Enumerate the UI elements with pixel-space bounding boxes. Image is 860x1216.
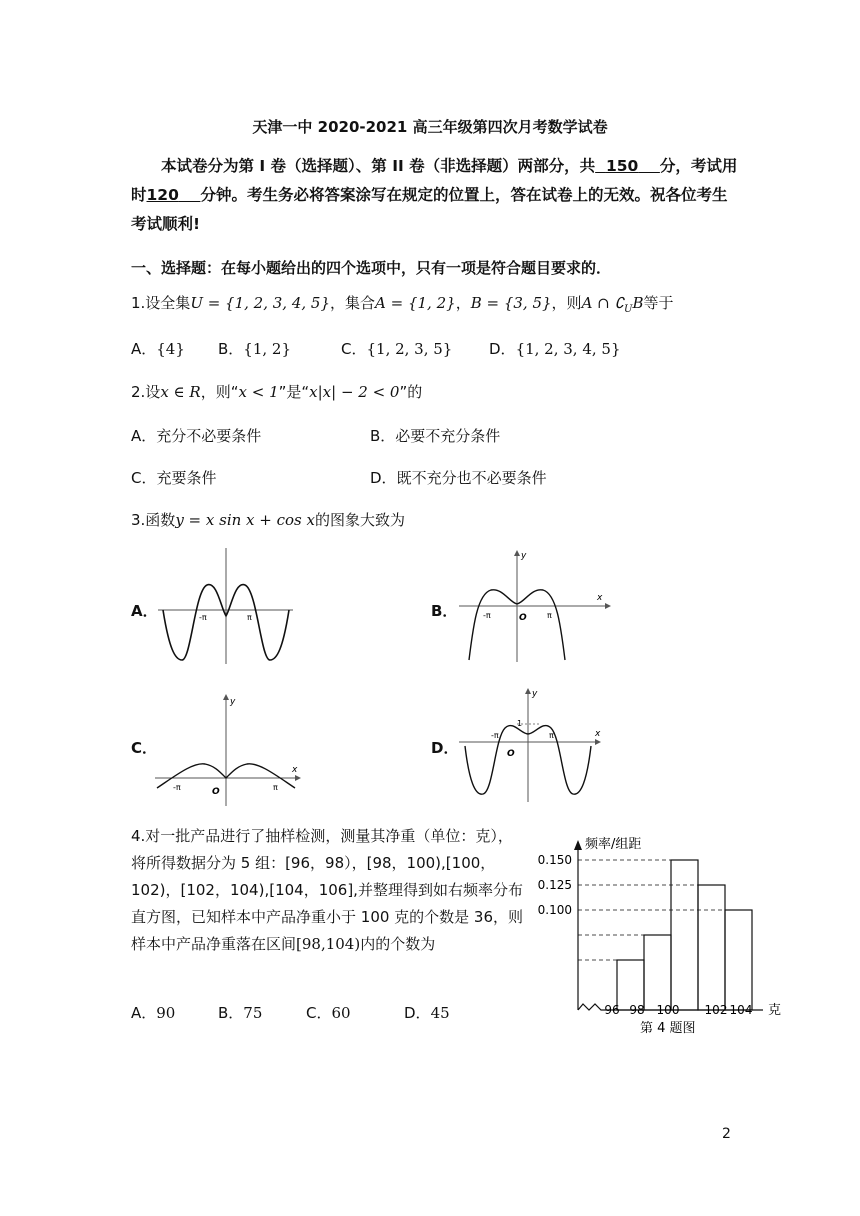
intro-part-3: 分钟。考生务必将答案涂写在规定的位置上，答在试卷上的无效。祝各位考生考试顺利! [131,186,728,233]
y-label: y [230,697,236,707]
q2-option-a[interactable] [131,425,261,446]
x-tick-label: 98 [629,1003,645,1017]
one-label: 1 [517,719,523,728]
option-value: 既不充分也不必要条件 [396,469,547,487]
intro-part-2: 分，考试用时 [131,157,738,204]
total-score: 150 [605,157,639,175]
option-label: D． [370,469,397,487]
option-value: {1, 2} [243,340,292,358]
histogram-bar [671,860,698,1010]
q1-option-c[interactable] [341,338,452,359]
intro-part-1: 本试卷分为第 I 卷（选择题）、第 II 卷（非选择题）两部分，共 [161,157,596,175]
option-label: C． [131,469,157,487]
option-value: 45 [430,1004,450,1022]
option-label: D． [404,1004,431,1022]
option-value: 75 [243,1004,263,1022]
q2-condition-2: x|x| − 2 < 0 [309,383,400,401]
option-label: A． [131,1004,157,1022]
x-tick-label: 104 [729,1003,753,1017]
graph-a [155,548,300,666]
q2-text-2: ”是“ [278,383,310,401]
x-label: x [292,765,298,775]
x-arrow-icon [595,739,601,745]
q1-prefix: 1.设全集 [131,294,191,312]
q4-option-a[interactable] [131,1002,175,1023]
question-3 [131,509,405,530]
x-label: x [595,729,601,739]
q3-prefix: 3.函数 [131,511,176,529]
y-arrow-icon [525,688,531,694]
x-arrow-icon [295,775,301,781]
q3-function: y = x sin x + cos x [175,511,315,529]
option-value: 充要条件 [156,469,217,487]
y-label: y [521,551,527,561]
option-label: B． [218,1004,244,1022]
q2-condition-1: x < 1 [238,383,279,401]
origin-label: O [519,613,527,623]
option-value: 充分不必要条件 [156,427,262,445]
chart-caption: 第 4 题图 [640,1021,696,1036]
q4-option-c[interactable] [306,1002,351,1023]
option-value: 60 [331,1004,351,1022]
page-title: 天津一中 2020-2021 高三年级第四次月考数学试卷 [252,118,608,136]
y-arrow-icon [574,840,582,850]
q1-expression-b: B [632,294,644,312]
q2-suffix: ”的 [399,383,423,401]
q3-suffix: 的图象大致为 [314,511,405,529]
x-arrow-icon [605,603,611,609]
q4-option-b[interactable] [218,1002,262,1023]
option-label: D． [489,340,516,358]
origin-label: O [507,749,515,759]
option-value: {4} [156,340,185,358]
option-value: {1, 2, 3, 5} [366,340,453,358]
q3-option-a[interactable]: A． [131,602,158,620]
y-tick-label: 0.125 [537,878,572,892]
option-label: A． [131,427,157,445]
option-label: B． [370,427,396,445]
q2-variable: x ∈ R [160,383,201,401]
y-arrow-icon [514,550,520,556]
histogram-bar [698,885,725,1010]
pi-label: π [273,783,278,792]
q4-text: 4.对一批产品进行了抽样检测，测量其净重（单位：克），将所得数据分为 5 组：[96，98），[98，100),[100，102)，[102，104),[104，106],并整理得到如右频率分布直方图，已知样本中产品净重小于 100 克的个数是 36，则样本中产品净重落在区间 [131,827,524,953]
y-arrow-icon [223,694,229,700]
pi-label: π [549,731,554,740]
exam-time: 120 [146,186,179,204]
q4-suffix: 内的个数为 [360,935,436,953]
option-label: C． [306,1004,332,1022]
q3-option-c[interactable]: C． [131,739,158,757]
q2-prefix: 2.设 [131,383,161,401]
q1-option-d[interactable] [489,338,621,359]
histogram-bar [725,910,752,1010]
x-tick-label: 96 [604,1003,620,1017]
q1-subscript: U [624,304,633,315]
x-label: x [597,593,603,603]
neg-pi-label: -π [491,731,499,740]
frequency-histogram [525,830,790,1040]
page-number: 2 [722,1126,731,1142]
section-heading: 一、选择题：在每小题给出的四个选项中，只有一项是符合题目要求的． [131,259,612,277]
q1-expression: A ∩ ∁ [581,294,625,312]
histogram-bar [644,935,671,1010]
q3-option-d[interactable]: D． [431,739,459,757]
x-tick-label: 100 [656,1003,680,1017]
q2-text: ，则“ [200,383,239,401]
option-label: B． [218,340,244,358]
y-axis-label: 频率/组距 [585,837,642,852]
q1-set-u: U = {1, 2, 3, 4, 5} [190,294,331,312]
q1-text-2: ，则 [551,294,582,312]
question-4 [131,823,526,958]
neg-pi-label: -π [199,613,207,622]
y-label: y [532,689,538,699]
option-value: 必要不充分条件 [395,427,501,445]
q1-suffix: 等于 [643,294,674,312]
graph-d [455,686,615,804]
graph-c [155,690,310,808]
pi-label: π [247,613,252,622]
pi-label: π [547,611,552,620]
q2-option-d[interactable] [370,467,547,488]
origin-label: O [212,787,220,797]
q1-set-a: A = {1, 2} [375,294,456,312]
question-2 [131,381,422,402]
option-value: 90 [156,1004,176,1022]
option-label: A． [131,340,157,358]
option-value: {1, 2, 3, 4, 5} [515,340,621,358]
x-axis-label: 克 [768,1003,782,1018]
q1-text: ，集合 [330,294,376,312]
q4-interval: [98,104) [296,935,361,953]
question-1 [131,292,674,315]
neg-pi-label: -π [483,611,491,620]
option-label: C． [341,340,367,358]
q1-set-b: B = {3, 5} [470,294,552,312]
graph-b [455,548,615,666]
q2-option-b[interactable] [370,425,500,446]
q3-option-b[interactable]: B． [431,602,458,620]
q1-option-a[interactable] [131,338,185,359]
neg-pi-label: -π [173,783,181,792]
x-tick-label: 102 [704,1003,728,1017]
q1-option-b[interactable] [218,338,291,359]
y-tick-label: 0.100 [537,903,572,917]
q4-option-d[interactable] [404,1002,450,1023]
exam-intro [131,152,741,239]
q2-option-c[interactable] [131,467,217,488]
q1-sep: ， [455,294,471,312]
y-tick-label: 0.150 [537,853,572,867]
